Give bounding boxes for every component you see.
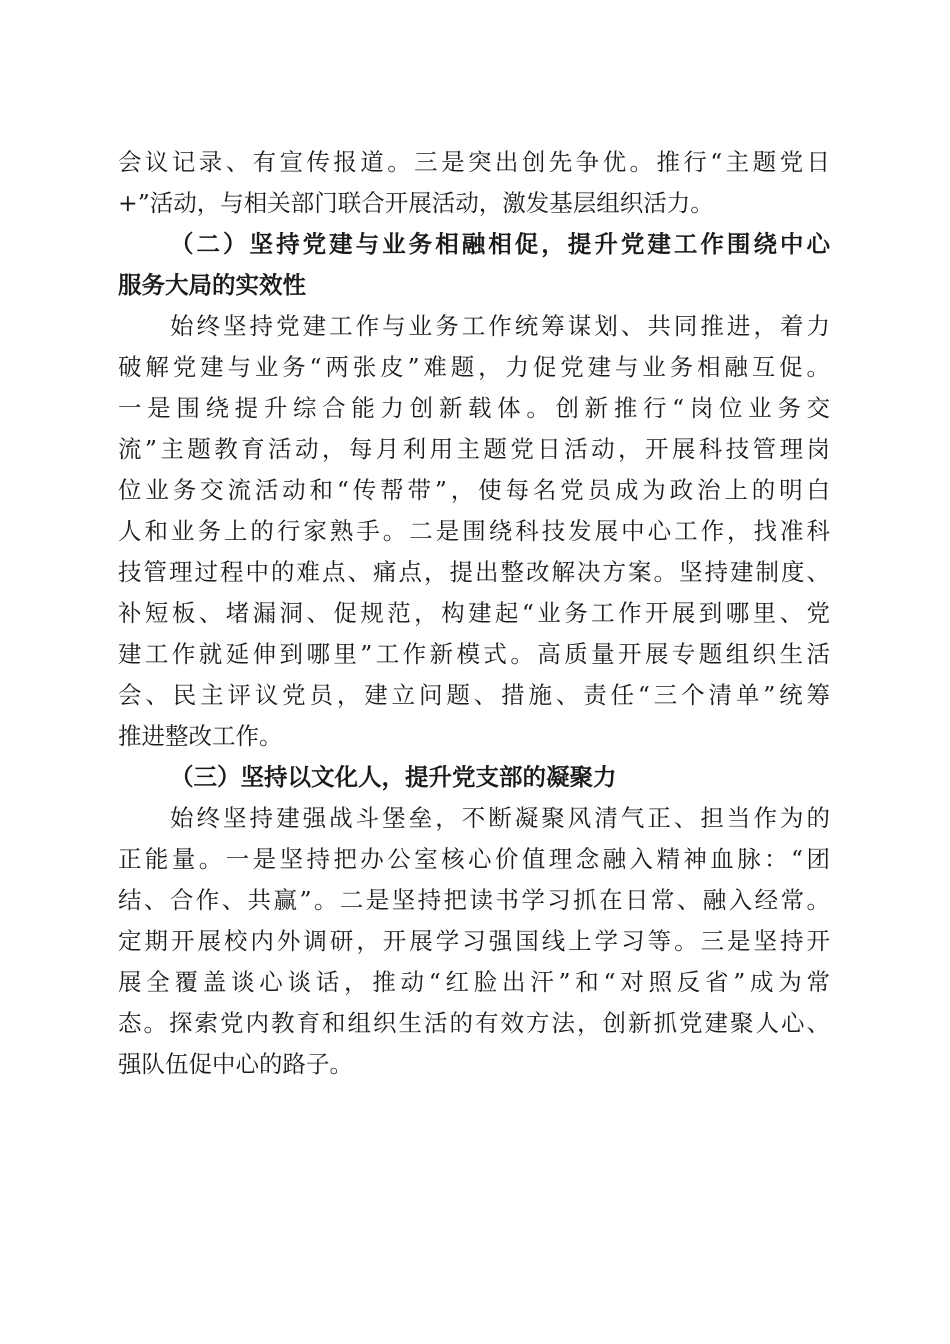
text-line: 结、合作、共赢”。二是坚持把读书学习抓在日常、融入经常。 — [118, 886, 830, 914]
section-heading: （二）坚持党建与业务相融相促，提升党建工作围绕中心 — [170, 230, 830, 258]
text-line: +”活动，与相关部门联合开展活动，激发基层组织活力。 — [118, 189, 714, 217]
text-line: 补短板、堵漏洞、促规范，构建起“业务工作开展到哪里、党 — [118, 599, 830, 627]
text-line: 破解党建与业务“两张皮”难题，力促党建与业务相融互促。 — [118, 353, 830, 381]
text-line: 流”主题教育活动，每月利用主题党日活动，开展科技管理岗 — [118, 435, 830, 463]
text-line: 位业务交流活动和“传帮带”，使每名党员成为政治上的明白 — [118, 476, 830, 504]
text-line: 始终坚持建强战斗堡垒，不断凝聚风清气正、担当作为的 — [170, 804, 830, 832]
section-heading: （三）坚持以文化人，提升党支部的凝聚力 — [170, 763, 617, 791]
document-body — [118, 142, 830, 1085]
text-line: 正能量。一是坚持把办公室核心价值理念融入精神血脉：“团 — [118, 845, 830, 873]
section-heading: 服务大局的实效性 — [118, 271, 306, 299]
text-line: 推进整改工作。 — [118, 722, 283, 750]
text-line: 会议记录、有宣传报道。三是突出创先争优。推行“主题党日 — [118, 148, 830, 176]
text-line: 态。探索党内教育和组织生活的有效方法，创新抓党建聚人心、 — [118, 1009, 830, 1037]
text-line: 技管理过程中的难点、痛点，提出整改解决方案。坚持建制度、 — [118, 558, 830, 586]
text-line: 人和业务上的行家熟手。二是围绕科技发展中心工作，找准科 — [118, 517, 830, 545]
text-line: 展全覆盖谈心谈话，推动“红脸出汗”和“对照反省”成为常 — [118, 968, 830, 996]
text-line: 一是围绕提升综合能力创新载体。创新推行“岗位业务交 — [118, 394, 830, 422]
text-line: 始终坚持党建工作与业务工作统筹谋划、共同推进，着力 — [170, 312, 830, 340]
text-line: 建工作就延伸到哪里”工作新模式。高质量开展专题组织生活 — [118, 640, 830, 668]
text-line: 会、民主评议党员，建立问题、措施、责任“三个清单”统筹 — [118, 681, 830, 709]
text-line: 强队伍促中心的路子。 — [118, 1050, 353, 1078]
text-line: 定期开展校内外调研，开展学习强国线上学习等。三是坚持开 — [118, 927, 830, 955]
